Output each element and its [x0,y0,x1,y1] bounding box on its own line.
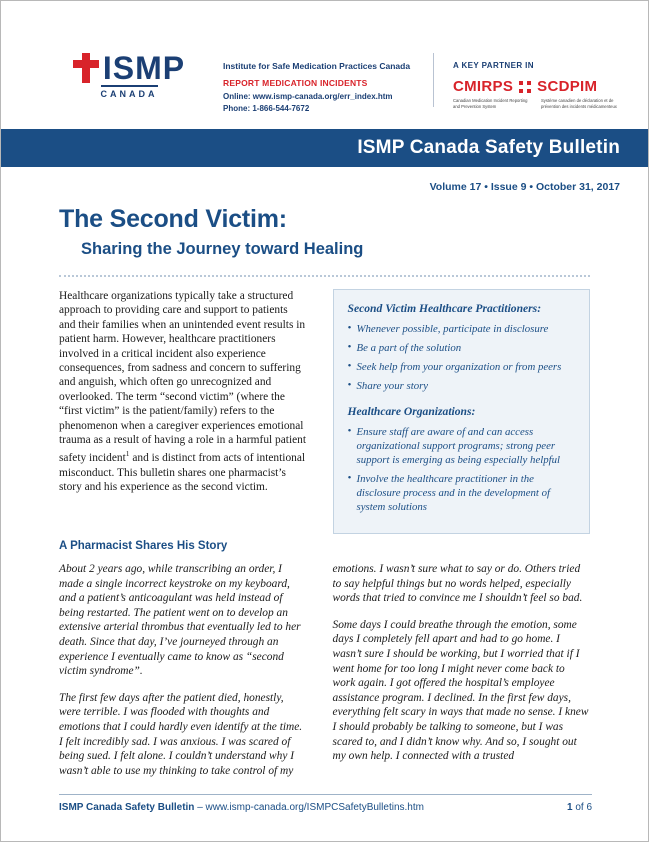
title-block [1,193,648,259]
page-current: 1 [566,802,573,813]
story-column-right [333,562,590,790]
masthead-contact-block [223,61,423,116]
intro-text-part-1: Healthcare organizations typically take a structured approach to providing care and support to patients and their families when an unintended event results in patient harm. However, healthcare practitioners involved in a critical incident also experience consequences, from sadness and concern to suffering and anguish, which often go unrecognized and overlooked. The term “second victim” (where the “first victim” is the patient/family) refers to the phenomenon when a caregiver experiences emotional trauma as a result of having a role in a harmful patient safety incident [59,290,307,465]
list-item: • Involve the healthcare practitioner in the disclosure process and in the development of system solutions [348,472,575,514]
organization-name: Institute for Safe Medication Practices Canada [223,61,411,71]
bulletin-banner [1,129,648,167]
footer-page-number [567,802,592,813]
story-paragraph: emotions. I wasn’t sure what to say or do. Others tried to say helpful things but no words helped, especially words that tried to convince me I shouldn’t feel so bad. [332,563,583,605]
intro-paragraph [59,289,307,494]
page-of-label: of [575,802,584,813]
footer-left [59,802,424,813]
intro-column [59,289,307,534]
story-paragraph: The first few days after the patient died, honestly, were terrible. I was flooded with thoughts and emotions that I could hardly even identify at the time. I felt incredibly sad. I was anxious. I was scared of being sued. I felt alone. I couldn’t understand why I wasn’t able to use my thinking to take control of my [59,691,303,777]
story-column-left [59,562,307,790]
logo-subtext: CANADA [101,85,158,99]
key-partner-block [453,61,623,110]
masthead [1,1,648,129]
online-line [223,92,423,101]
callout-column [333,289,590,534]
report-heading: REPORT MEDICATION INCIDENTS [223,78,368,88]
partner-logos [453,78,623,95]
footnote-marker: 1 [125,449,130,459]
key-partner-label: A KEY PARTNER IN [453,61,534,70]
list-item: • Share your story [348,379,575,393]
masthead-divider [433,53,434,107]
intro-text-part-2: and is distinct from acts of intentional misconduct. This bulletin shares one pharmacist’s story and his experience as the second victim. [59,452,306,494]
footer-divider [59,794,592,795]
cmirps-wordmark: CMIRPS [453,78,514,95]
phone-line [223,104,423,113]
online-url[interactable]: www.ismp-canada.org/err_index.htm [252,92,393,101]
footer-row [59,802,592,813]
callout-heading-practitioners: Second Victim Healthcare Practitioners: [347,302,542,315]
page-subtitle: Sharing the Journey toward Healing [81,240,364,258]
footer-url[interactable]: www.ismp-canada.org/ISMPCSafetyBulletins.htm [205,802,424,813]
callout-list-organizations [348,425,575,514]
phone-label: Phone: [223,104,251,113]
section-heading: A Pharmacist Shares His Story [59,540,228,552]
story-paragraph: About 2 years ago, while transcribing an order, I made a single incorrect keystroke on my keyboard, and a patient’s anticoagulant was held instead of being restarted. The patient went on to develop an extensive arterial thrombus that eventually led to her death. Since that day, I’ve journeyed through an experience I eventually came to know as “second victim syndrome”. [59,563,301,678]
logo-letters: ISMP [102,50,186,86]
cross-divider-icon [519,81,531,93]
partner-caption-en: Canadian Medication Incident Reporting and Prevention System [453,98,528,110]
intro-area [1,277,648,534]
list-item: • Whenever possible, participate in disclosure [348,322,575,336]
list-item: • Ensure staff are aware of and can access organizational support programs; strong peer support is emerging as being especially helpful [348,425,575,467]
list-item: • Be a part of the solution [348,341,575,355]
callout-heading-organizations: Healthcare Organizations: [347,405,476,418]
ismp-logo [69,50,189,102]
phone-number: 1-866-544-7672 [252,104,310,113]
story-area [1,552,648,790]
story-paragraph: Some days I could breathe through the emotion, some days I completely fell apart and had to go home. I wasn’t sure I should be working, but I worried that if I went home for too long I might never come back to work again. I got offered the hospital’s employee assistance program. I declined. In the first few days, everything felt scary in ways that made no sense. I knew I should probably be talking to someone, but I was scared to, and I didn’t know why. And so, I sought out my own help. I connected with a trusted [332,618,589,763]
partner-caption-fr: Système canadien de déclaration et de prévention des incidents médicamenteux [541,98,617,110]
banner-title: ISMP Canada Safety Bulletin [357,137,620,158]
red-cross-icon [73,53,99,83]
list-item: • Seek help from your organization or from peers [348,360,575,374]
footer-bulletin-name: ISMP Canada Safety Bulletin [59,802,195,813]
footer-separator: – [197,802,203,813]
online-label: Online: [223,92,251,101]
page-footer [1,794,649,813]
page-title: The Second Victim: [59,205,287,233]
issue-line: Volume 17 • Issue 9 • October 31, 2017 [429,181,620,193]
key-points-callout [333,289,590,534]
scdpim-wordmark: SCDPIM [537,78,598,95]
callout-list-practitioners [348,322,575,393]
logo-mark [69,50,189,86]
page-total: 6 [586,802,592,813]
partner-captions [453,98,623,110]
